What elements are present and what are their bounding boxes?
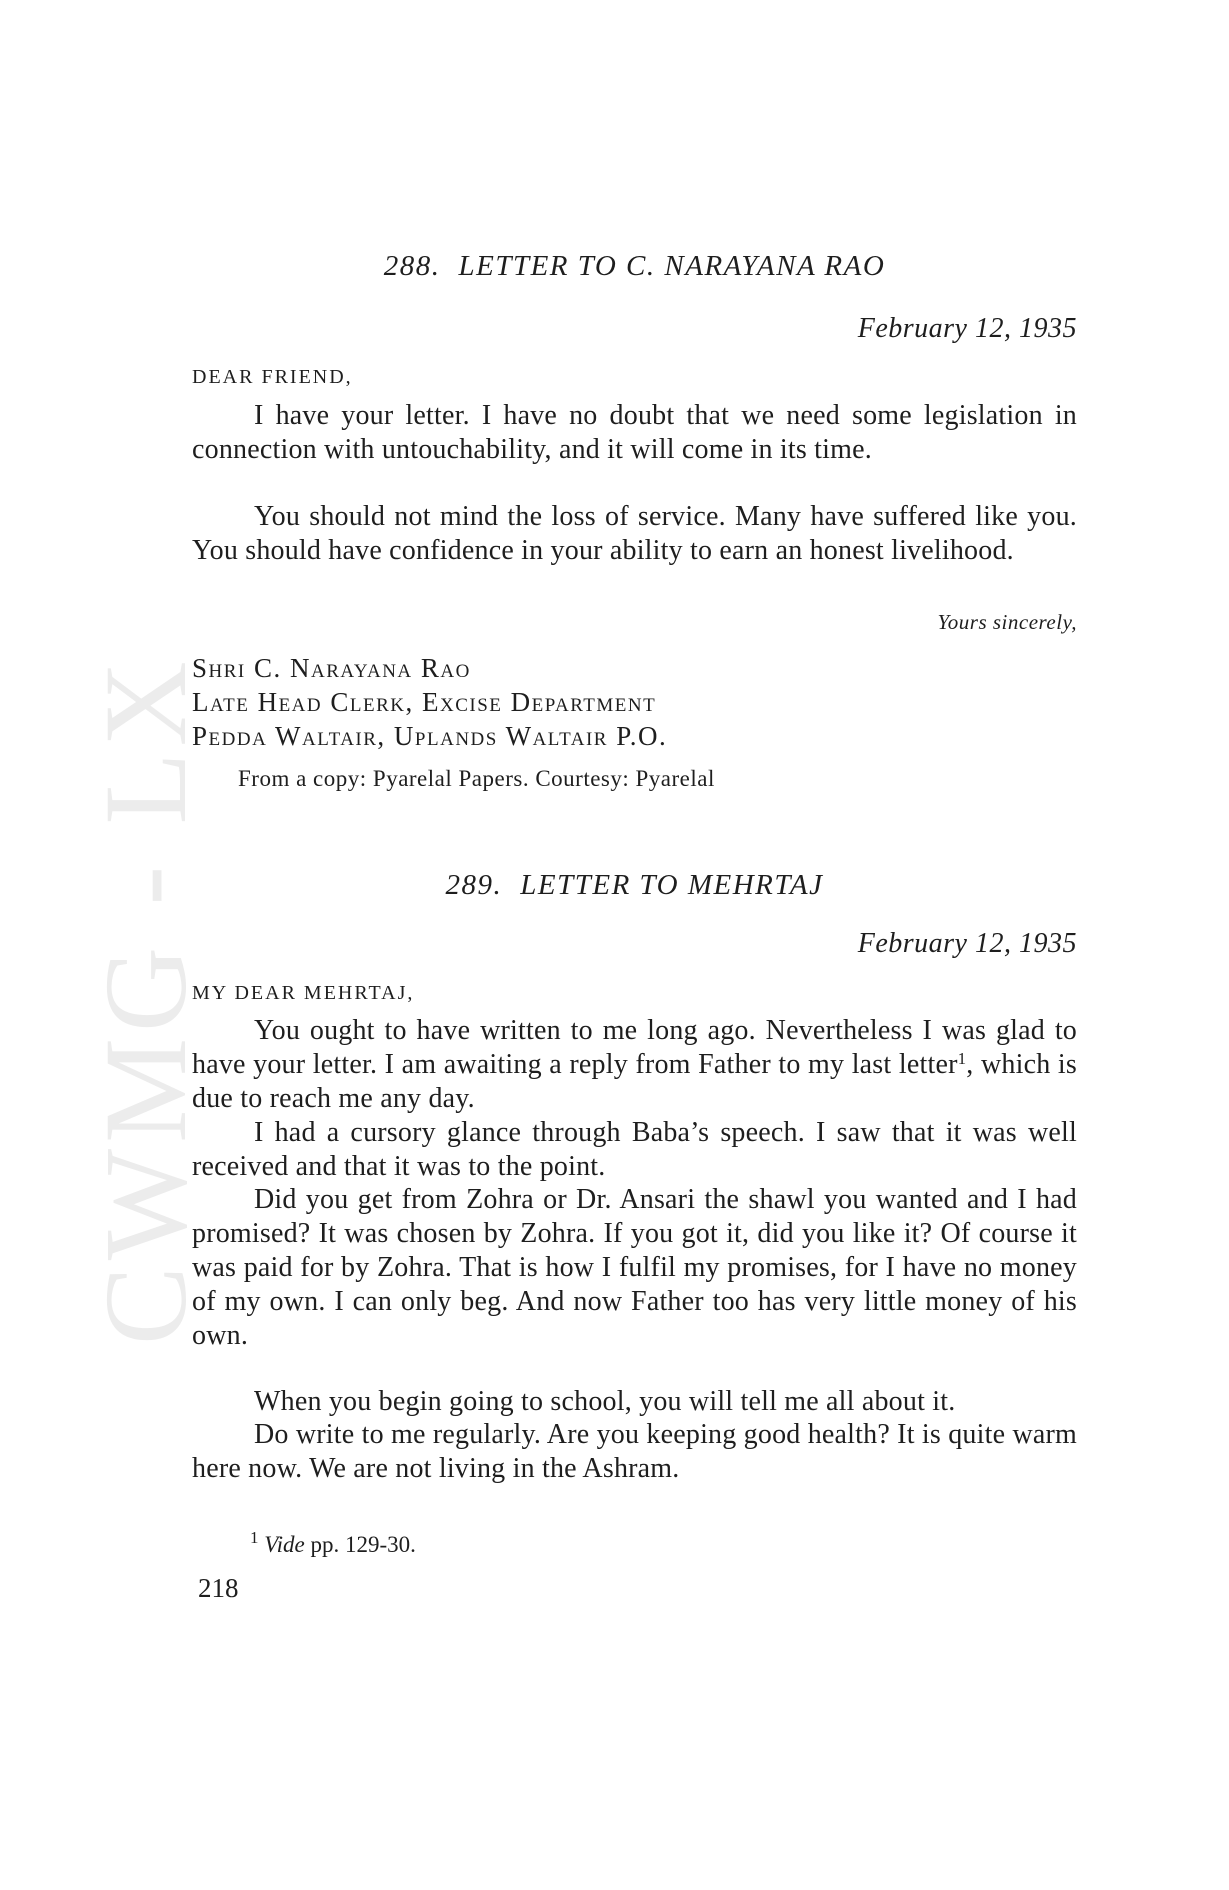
address-line: Pedda Waltair, Uplands Waltair P.O. bbox=[192, 721, 668, 751]
letter-title: LETTER TO MEHRTAJ bbox=[520, 869, 824, 901]
paragraph: Do write to me regularly. Are you keeping good health? It is quite warm here now. We are not living in the Ashram. bbox=[192, 1419, 1077, 1484]
paragraph: I have your letter. I have no doubt that we need some legislation in connection with untouchability, and it will come in its time. bbox=[192, 400, 1077, 465]
watermark: CWMG - LX bbox=[80, 655, 211, 1345]
letter-number: 289. bbox=[445, 869, 503, 901]
footnote-vide: Vide bbox=[264, 1532, 305, 1557]
paragraph: Did you get from Zohra or Dr. Ansari the shawl you wanted and I had promised? It was chosen by Zohra. If you got it, did you like it? Of course it was paid for by Zohra. That is how I fulfil my promises, for I have no money of my own. I can only beg. And now Father too has very little money of his own. bbox=[192, 1184, 1077, 1351]
recipient-address bbox=[192, 651, 667, 753]
address-line: Shri C. Narayana Rao bbox=[192, 653, 471, 683]
letter-date: February 12, 1935 bbox=[857, 313, 1077, 344]
paragraph: You should not mind the loss of service. Many have suffered like you. You should have confidence in your ability to earn an honest livelihood. bbox=[192, 501, 1077, 566]
paragraph-text: , which is due to reach me any day. bbox=[192, 1049, 1077, 1114]
letter-number: 288. bbox=[383, 250, 441, 282]
paragraph: When you begin going to school, you will tell me all about it. bbox=[254, 1386, 956, 1417]
paragraph bbox=[192, 1014, 1077, 1116]
address-line: Late Head Clerk, Excise Department bbox=[192, 687, 657, 717]
letter-title: LETTER TO C. NARAYANA RAO bbox=[458, 250, 886, 282]
footnote-reference: 1 bbox=[957, 1049, 967, 1068]
closing: Yours sincerely, bbox=[937, 610, 1077, 634]
letter-heading bbox=[192, 869, 1077, 902]
footnote-text: pp. 129-30. bbox=[310, 1532, 416, 1557]
paragraph: I had a cursory glance through Baba’s speech. I saw that it was well received and that it was to the point. bbox=[192, 1117, 1077, 1182]
footnote bbox=[250, 1528, 416, 1558]
letter-heading bbox=[192, 250, 1077, 283]
salutation: MY DEAR MEHRTAJ, bbox=[192, 982, 415, 1004]
paragraph-text: You ought to have written to me long ago. Nevertheless I was glad to have your letter. I am awaiting a reply from Father to my last letter bbox=[192, 1015, 1077, 1080]
source-note: From a copy: Pyarelal Papers. Courtesy: Pyarelal bbox=[238, 766, 715, 791]
salutation: DEAR FRIEND, bbox=[192, 366, 353, 388]
footnote-marker: 1 bbox=[250, 1528, 259, 1547]
page-number: 218 bbox=[198, 1573, 239, 1603]
letter-date: February 12, 1935 bbox=[857, 928, 1077, 959]
